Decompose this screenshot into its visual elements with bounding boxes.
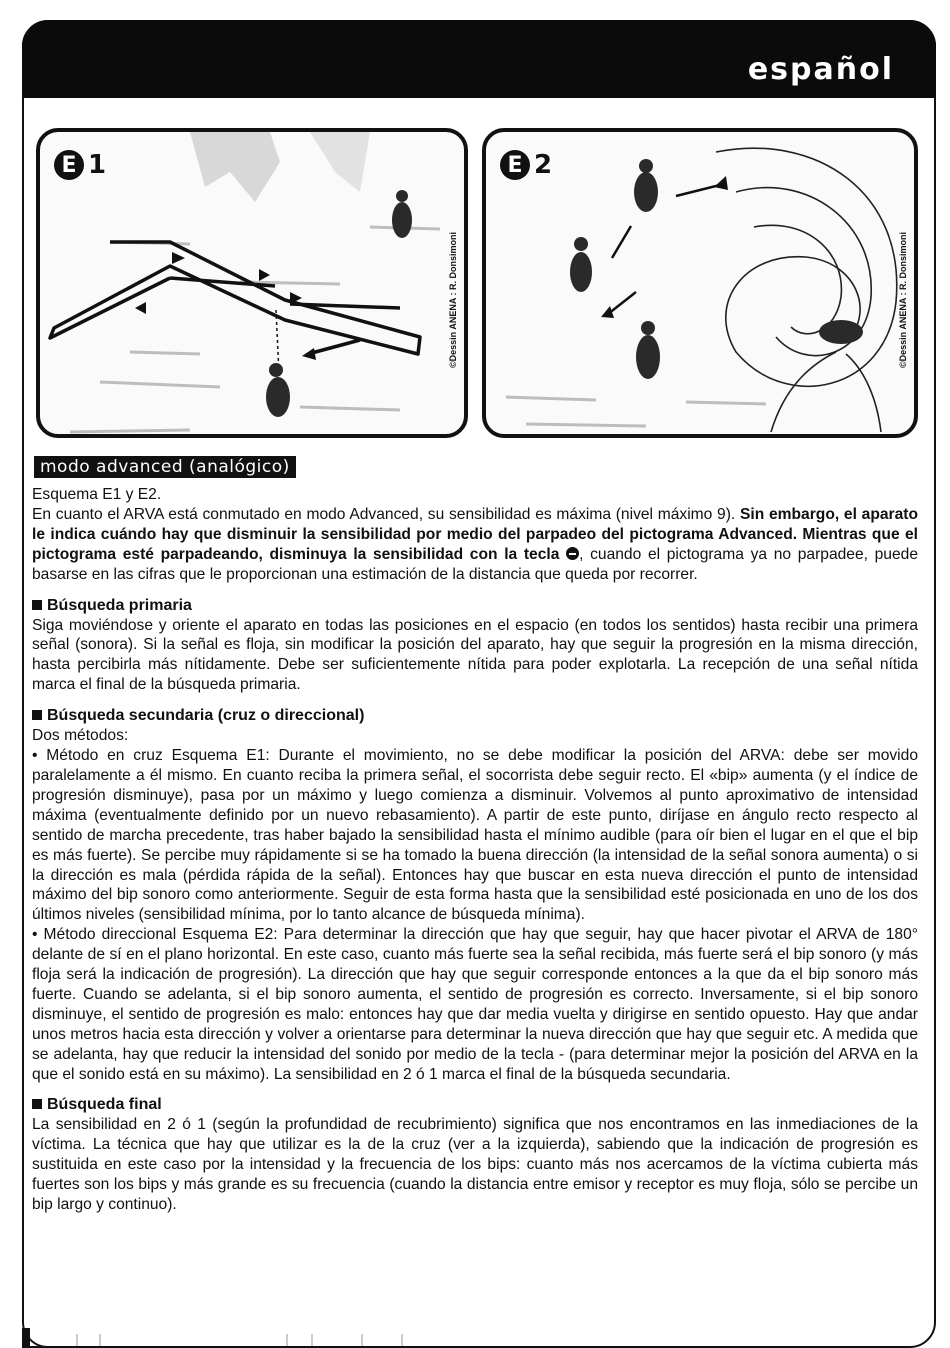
final-heading-text: Búsqueda final [47,1096,162,1114]
secondary-heading-text: Búsqueda secundaria (cruz o direccional) [47,707,365,725]
primary-heading [32,595,918,616]
figure-credit-wrap [896,172,910,428]
figure-number: 2 [534,150,553,180]
figure-e2 [482,128,918,438]
minus-key-icon [566,547,579,560]
intro-line: Esquema E1 y E2. [32,486,162,503]
figure-letter-badge: E [54,150,84,180]
figure-number: 1 [88,150,107,180]
secondary-intro: Dos métodos: [32,727,129,745]
intro-text: En cuanto el ARVA está conmutado en modo Advanced, su sensibilidad es máxima (nivel máximo 9). [32,505,740,523]
square-bullet-icon [32,710,42,720]
primary-heading-text: Búsqueda primaria [47,596,192,614]
figure-letter-badge: E [500,150,530,180]
intro-bold-text: Sin embargo, el aparato le indica cuándo hay que disminuir la sensibilidad por medio del parpadeo del pictograma Advanced. Mientras que el pictograma esté parpadeando, disminuya la sensibilidad con la tecla [32,505,918,563]
footer-marks [22,1328,442,1348]
figure-e1 [36,128,468,438]
square-bullet-icon [32,600,42,610]
intro-text-end: , cuando el pictograma ya no parpadee, puede basarse en las cifras que le proporcionan una estimación de la distancia que queda por recorrer. [32,545,918,583]
figure-credit: ©Dessin ANENA : R. Donsimoni [898,232,908,368]
main-content [32,485,918,1215]
final-heading [32,1094,918,1115]
method-cross: • Método en cruz Esquema E1: Durante el movimiento, no se debe modificar la posición del ARVA: debe ser movido paralelamente a él mismo. En cuanto reciba la primera señal, el socorrista debe seguir recto. El «bip» aumenta (y el índice de progresión disminuye), pasa por un máximo y luego comienza a disminuir. Volvemos al punto aproximativo de intensidad máxima (eventualmente definido por un nuevo rebasamiento). A partir de este punto, diríjase en ángulo recto respecto al sentido de marcha precedente, tras haber bajado la sensibilidad hasta el mínimo audible (para oír bien el lugar en el que el bip es más fuerte). Se percibe muy rápidamente si se ha tomado la buena dirección (la intensidad de la señal sonora aumenta) o si la dirección es mala (pérdida rápida de la señal). Entonces hay que buscar en esta nueva dirección el punto de intensidad máximo del bip sonoro como anteriormente. Seguir de esta forma hasta que la sensibilidad esté posicionada en uno de los dos últimos niveles (sensibilidad mínima, por lo tanto alcance de búsqueda mínima). [32,747,918,924]
figure-credit-wrap [446,172,460,428]
square-bullet-icon [32,1099,42,1109]
intro-paragraph [32,505,918,585]
primary-text: Siga moviéndose y oriente el aparato en todas las posiciones en el espacio (en todos los sentidos) hasta recibir una primera señal (sonora). Si la señal es floja, sin modificar la posición del aparato, hay que seguir la progresión en la misma dirección, hasta percibirla más nítidamente. Debe ser suficientemente nítida para poder explotarla. La recepción de una señal nítida marca el final de la búsqueda primaria. [32,616,918,694]
figure-e2-label [500,150,552,180]
method-directional: • Método direccional Esquema E2: Para determinar la dirección que hay que seguir, hay que hacer pivotar el ARVA de 180° delante de sí en el plano horizontal. En este caso, cuanto más fuerte sea la señal recibida, más fuerte será el bip sonoro (y más floja será la indicación de progresión). La dirección que hay que seguir corresponde entonces a la que da el bip sonoro más fuerte. Cuando se adelanta, si el bip sonoro aumenta, el sentido de progresión es correcto. Inversamente, si el bip sonoro disminuye, el sentido de progresión es malo: entonces hay que dar media vuelta y dirigirse en sentido opuesto. Hay que andar unos metros hacia esta dirección y volver a orientarse para determinar la nueva dirección que hay que seguir etc. A medida que se adelanta, hay que reducir la intensidad del sonido por medio de la tecla - (para determinar mejor la posición del ARVA en la que el sonido está en su máximo). La sensibilidad en 2 ó 1 marca el final de la búsqueda secundaria. [32,926,918,1083]
figure-credit: ©Dessin ANENA : R. Donsimoni [448,232,458,368]
language-label: español [747,52,894,87]
secondary-heading [32,705,918,726]
figure-e1-label [54,150,106,180]
final-text: La sensibilidad en 2 ó 1 (según la profundidad de recubrimiento) significa que nos encontramos en las inmediaciones de la víctima. La técnica que hay que utilizar es la de la cruz (ver a la izquierda), sabiendo que la indicación de progresión es sustituida en este caso por la intensidad y la frecuencia de los bips: cuanto más nos acercamos de la víctima cubierta más fuertes son los bips y más grande es su frecuencia (cuando la distancia entre emisor y receptor es muy floja, sólo se percibe un bip largo y continuo). [32,1116,918,1214]
section-title: modo advanced (analógico) [34,456,296,478]
